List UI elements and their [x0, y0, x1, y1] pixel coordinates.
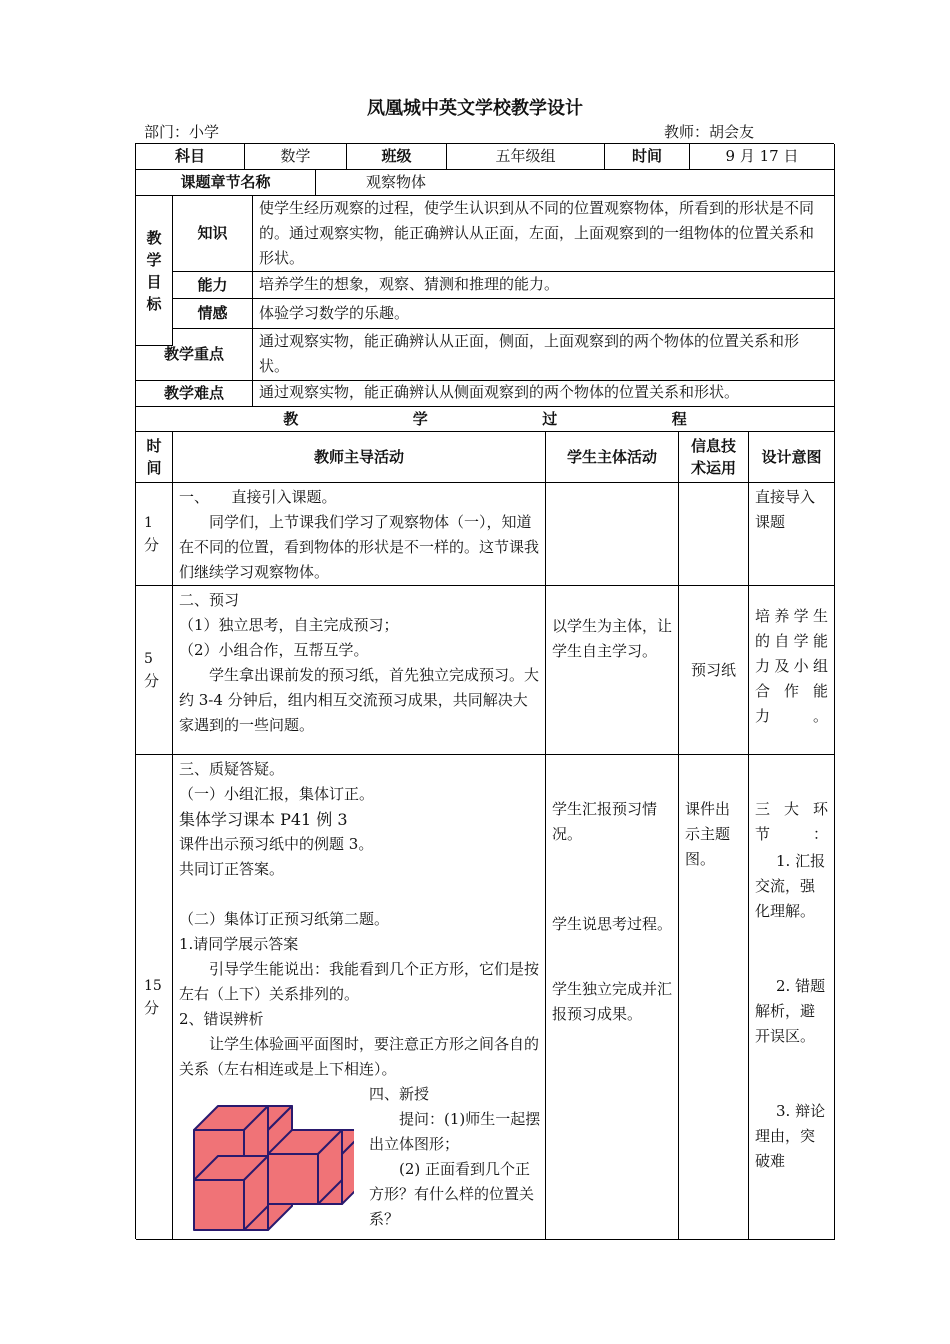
row3-it: 课件出示主题图。	[679, 755, 749, 1240]
ability-label: 能力	[173, 272, 253, 299]
col-header-it-line: 术运用	[690, 459, 736, 477]
chapter-label: 课题章节名称	[136, 170, 316, 196]
row1-design: 直接导入课题	[749, 483, 835, 586]
subject-label: 科目	[136, 144, 245, 170]
row3-teacher-line: 2、错误辨析	[179, 1010, 264, 1028]
col-header-it	[679, 432, 749, 483]
row3-design	[749, 755, 835, 1240]
row3-teacher-line: 引导学生能说出：我能看到几个正方形，它们是按左右（上下）关系排列的。	[179, 960, 540, 1003]
row3-teacher-line: 共同订正答案。	[179, 860, 285, 878]
row2-teacher	[173, 586, 546, 755]
row3-teacher-line: （一）小组汇报，集体订正。	[179, 785, 375, 803]
emotion-label: 情感	[173, 299, 253, 329]
row1-time-unit: 分	[144, 536, 160, 554]
row3-design-text: 三大环节：	[755, 800, 828, 843]
process-heading-char: 学	[412, 409, 428, 428]
row2-teacher-line: （2）小组合作，互帮互学。	[179, 641, 369, 659]
row3-teacher-line: 课件出示预习纸中的例题 3。	[179, 835, 374, 853]
cube-mid-front	[268, 1154, 318, 1204]
row2-teacher-line: 二、预习	[179, 591, 240, 609]
process-heading-char: 过	[542, 409, 558, 428]
objectives-char: 学	[146, 250, 162, 269]
row1-student	[546, 483, 679, 586]
row2-design: 培养学生的自学能力及小组合作能力。	[749, 586, 835, 755]
process-heading-char: 教	[283, 409, 299, 428]
row3-time-unit: 分	[144, 999, 160, 1017]
department-label: 部门：小学	[144, 123, 220, 141]
row1-teacher-line: 一、 直接引入课题。	[179, 488, 337, 506]
row3-design-text: 2. 错题解析，避开误区。	[755, 977, 826, 1045]
difficulty-text: 通过观察实物，能正确辨认从侧面观察到的两个物体的位置关系和形状。	[253, 381, 835, 407]
cube-figure	[184, 1102, 354, 1234]
row1-teacher-line: 同学们，上节课我们学习了观察物体（一），知道在不同的位置，看到物体的形状是不一样的。这节课我们继续学习观察物体。	[179, 513, 540, 581]
col-header-it-line: 信息技	[690, 437, 736, 455]
subject-value: 数学	[245, 144, 347, 170]
row2-time	[136, 586, 173, 755]
class-value: 五年级组	[447, 144, 605, 170]
row1-time	[136, 483, 173, 586]
row3-teacher-line: 1.请同学展示答案	[179, 935, 299, 953]
process-heading	[136, 407, 835, 432]
row1-time-num: 1	[144, 515, 153, 531]
time-value: 9 月 17 日	[690, 144, 835, 170]
row3-teacher-line: （二）集体订正预习纸第二题。	[179, 910, 390, 928]
row3-teacher-line: 四、新授	[369, 1085, 430, 1103]
row2-it: 预习纸	[679, 586, 749, 755]
cube-group	[194, 1106, 354, 1230]
objectives-char: 目	[146, 272, 162, 291]
knowledge-label: 知识	[173, 196, 253, 272]
row2-time-unit: 分	[144, 672, 160, 690]
objectives-char: 教	[146, 228, 162, 247]
ability-text: 培养学生的想象，观察、猜测和推理的能力。	[253, 272, 835, 299]
row2-teacher-line: 学生拿出课前发的预习纸，首先独立完成预习。大约 3-4 分钟后，组内相互交流预习成果，共同解决大家遇到的一些问题。	[179, 666, 540, 734]
emotion-text: 体验学习数学的乐趣。	[253, 299, 835, 329]
row2-teacher-line: （1）独立思考，自主完成预习；	[179, 616, 399, 634]
row1-teacher	[173, 483, 546, 586]
col-header-time	[136, 432, 173, 483]
key-point-text: 通过观察实物，能正确辨认从正面，侧面，上面观察到的两个物体的位置关系和形状。	[253, 329, 835, 381]
row2-student: 以学生为主体，让学生自主学习。	[546, 586, 679, 755]
row3-time-num: 15	[144, 978, 162, 994]
col-header-design: 设计意图	[749, 432, 835, 483]
row1-it	[679, 483, 749, 586]
col-header-time-char: 间	[146, 459, 162, 477]
row3-student-text: 学生汇报预习情况。	[552, 800, 658, 843]
col-header-time-char: 时	[146, 437, 162, 455]
col-header-teacher: 教师主导活动	[173, 432, 546, 483]
process-heading-char: 程	[671, 409, 687, 428]
col-header-student: 学生主体活动	[546, 432, 679, 483]
cube-front-bottom-front	[194, 1180, 244, 1230]
difficulty-label: 教学难点	[136, 381, 253, 407]
key-point-label: 教学重点	[136, 329, 253, 381]
chapter-value: 观察物体	[316, 170, 835, 196]
knowledge-text: 使学生经历观察的过程，使学生认识到从不同的位置观察物体，所看到的形状是不同的。通过观察实物，能正确辨认从正面，左面，上面观察到的一组物体的位置关系和形状。	[253, 196, 835, 272]
row3-student	[546, 755, 679, 1240]
teacher-label: 教师：胡会友	[664, 123, 755, 141]
page-title: 凤凰城中英文学校教学设计	[367, 98, 583, 119]
row3-time	[136, 755, 173, 1240]
row3-design-text: 1. 汇报交流，强化理解。	[755, 852, 826, 920]
row3-teacher-line: (2) 正面看到几个正方形？有什么样的位置关系？	[369, 1160, 535, 1228]
row3-student-text: 学生独立完成并汇报预习成果。	[552, 980, 673, 1023]
time-label: 时间	[605, 144, 690, 170]
class-label: 班级	[347, 144, 447, 170]
row3-teacher-line: 让学生体验画平面图时，要注意正方形之间各自的关系（左右相连或是上下相连）。	[179, 1035, 540, 1078]
row3-teacher-line: 提问：(1)师生一起摆出立体图形；	[369, 1110, 541, 1153]
objectives-char: 标	[146, 294, 162, 313]
row3-design-text: 3. 辩论理由，突破难	[755, 1102, 826, 1170]
objectives-label	[136, 196, 173, 346]
row3-teacher-line: 三、质疑答疑。	[179, 760, 285, 778]
row3-student-text: 学生说思考过程。	[552, 915, 673, 933]
lesson-plan-table	[135, 143, 834, 1239]
new-lesson-block	[369, 1082, 545, 1232]
row2-time-num: 5	[144, 651, 153, 667]
row3-teacher-line: 集体学习课本 P41 例 3	[179, 810, 348, 829]
